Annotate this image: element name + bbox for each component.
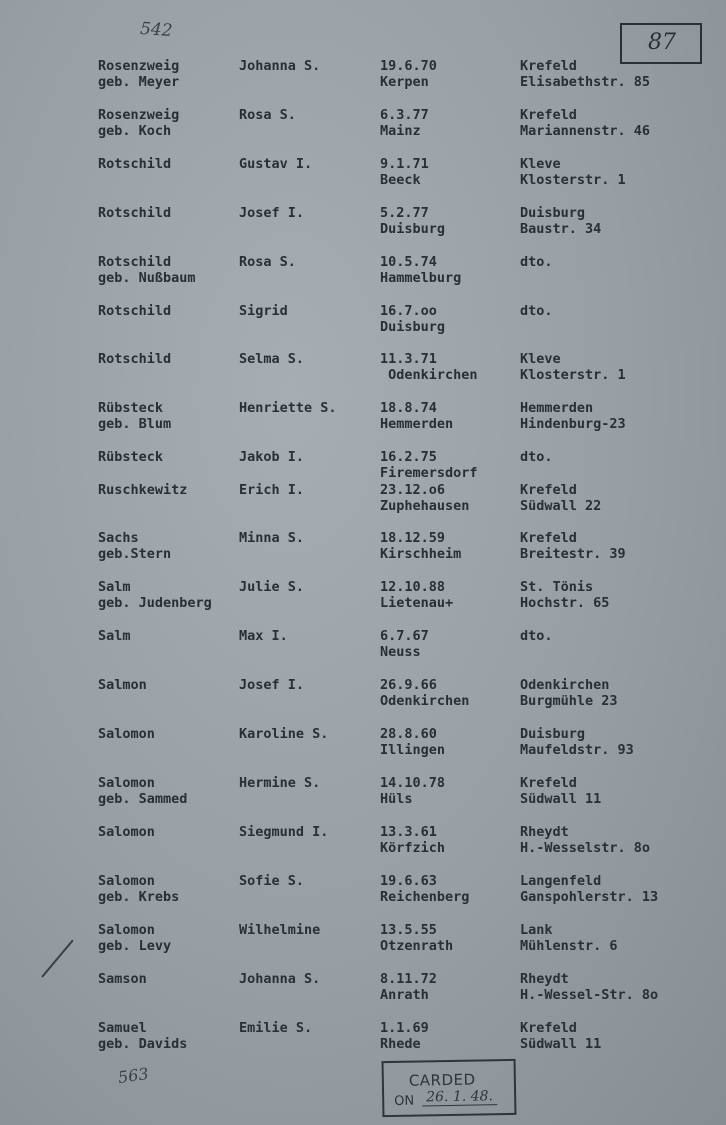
street-text: Südwall 22 <box>520 498 602 514</box>
address-cell <box>520 677 618 709</box>
given-name-cell <box>239 873 304 889</box>
surname-text: Rosenzweig <box>98 107 180 123</box>
address-cell <box>520 254 553 270</box>
city-text: Rheydt <box>520 971 569 987</box>
given-name-cell <box>239 775 320 791</box>
surname2-text: geb. Nußbaum <box>98 270 196 286</box>
surname-text: Salomon <box>98 873 155 889</box>
surname2-text: geb. Judenberg <box>98 595 212 611</box>
address-cell <box>520 205 601 237</box>
surname-text: Salomon <box>98 922 155 938</box>
city-text: Odenkirchen <box>520 677 610 693</box>
surname-cell <box>98 824 155 840</box>
dob-text: 19.6.63 <box>380 873 437 889</box>
surname-text: Salm <box>98 579 131 595</box>
given-name-cell <box>239 530 304 546</box>
given-name-cell <box>239 400 337 416</box>
birthplace-text: Rhede <box>380 1036 421 1052</box>
street-text: Klosterstr. 1 <box>520 172 626 188</box>
surname-text: Salomon <box>98 824 155 840</box>
dob-text: 13.5.55 <box>380 922 437 938</box>
given-text: Siegmund I. <box>239 824 329 840</box>
given-name-cell <box>239 1020 312 1036</box>
surname-text: Rotschild <box>98 156 172 172</box>
list-item <box>0 775 726 815</box>
street-text: Maufeldstr. 93 <box>520 742 634 758</box>
street-text: Ganspohlerstr. 13 <box>520 889 659 905</box>
list-item <box>0 922 726 962</box>
surname2-text: geb. Sammed <box>98 791 188 807</box>
dob-text: 16.2.75 <box>380 449 437 465</box>
birth-cell <box>380 726 445 758</box>
city-text: Krefeld <box>520 58 577 74</box>
given-name-cell <box>239 58 320 74</box>
given-text: Julie S. <box>239 579 305 595</box>
birthplace-text: Hüls <box>380 791 413 807</box>
dob-text: 14.10.78 <box>380 775 446 791</box>
given-name-cell <box>239 628 288 644</box>
street-text: Elisabethstr. 85 <box>520 74 651 90</box>
birth-cell <box>380 530 461 562</box>
address-cell <box>520 1020 601 1052</box>
surname-text: Salomon <box>98 775 155 791</box>
city-text: Kleve <box>520 351 561 367</box>
birth-cell <box>380 254 461 286</box>
address-cell <box>520 775 601 807</box>
surname-text: Salmon <box>98 677 147 693</box>
given-text: Wilhelmine <box>239 922 321 938</box>
list-item <box>0 628 726 668</box>
dob-text: 23.12.o6 <box>380 482 446 498</box>
given-name-cell <box>239 303 288 319</box>
birth-cell <box>380 58 437 90</box>
dob-text: 18.8.74 <box>380 400 437 416</box>
list-item <box>0 530 726 570</box>
given-name-cell <box>239 156 312 172</box>
address-cell <box>520 156 626 188</box>
given-text: Josef I. <box>239 677 305 693</box>
address-cell <box>520 628 553 644</box>
birthplace-text: Hemmerden <box>380 416 454 432</box>
birth-cell <box>380 107 429 139</box>
surname-text: Rosenzweig <box>98 58 180 74</box>
city-text: St. Tönis <box>520 579 594 595</box>
given-text: Max I. <box>239 628 288 644</box>
street-text: Südwall 11 <box>520 1036 602 1052</box>
surname-cell <box>98 1020 187 1052</box>
street-text: Klosterstr. 1 <box>520 367 626 383</box>
birth-cell <box>380 156 429 188</box>
address-cell <box>520 303 553 319</box>
given-text: Sofie S. <box>239 873 305 889</box>
birthplace-text: Reichenberg <box>380 889 470 905</box>
address-cell <box>520 351 626 383</box>
surname-text: Rotschild <box>98 254 172 270</box>
dob-text: 8.11.72 <box>380 971 437 987</box>
city-text: Kleve <box>520 156 561 172</box>
city-text: Krefeld <box>520 775 577 791</box>
surname-cell <box>98 873 179 905</box>
list-item <box>0 400 726 440</box>
city-text: Krefeld <box>520 107 577 123</box>
given-name-cell <box>239 482 304 498</box>
given-name-cell <box>239 824 328 840</box>
birth-cell <box>380 971 437 1003</box>
birth-cell <box>380 482 469 514</box>
dob-text: 12.10.88 <box>380 579 446 595</box>
city-text: Krefeld <box>520 530 577 546</box>
birth-cell <box>380 205 445 237</box>
birthplace-text: Odenkirchen <box>380 693 470 709</box>
address-cell <box>520 449 553 465</box>
given-name-cell <box>239 351 304 367</box>
dob-text: 19.6.70 <box>380 58 437 74</box>
birthplace-text: Zuphehausen <box>380 498 470 514</box>
dob-text: 28.8.60 <box>380 726 437 742</box>
surname-cell <box>98 205 171 221</box>
birthplace-text: Körfzich <box>380 840 446 856</box>
birthplace-text: Mainz <box>380 123 421 139</box>
city-text: Langenfeld <box>520 873 602 889</box>
birth-cell <box>380 351 478 383</box>
given-text: Selma S. <box>239 351 305 367</box>
surname-text: Rotschild <box>98 205 172 221</box>
address-cell <box>520 971 658 1003</box>
birth-cell <box>380 922 453 954</box>
dob-text: 18.12.59 <box>380 530 446 546</box>
surname-text: Salm <box>98 628 131 644</box>
birthplace-text: Firemersdorf <box>380 465 478 481</box>
dob-text: 10.5.74 <box>380 254 437 270</box>
city-text: Hemmerden <box>520 400 594 416</box>
birth-cell <box>380 303 445 335</box>
list-item <box>0 205 726 245</box>
city-text: dto. <box>520 449 553 465</box>
surname-text: Rotschild <box>98 351 172 367</box>
dob-text: 13.3.61 <box>380 824 437 840</box>
surname-cell <box>98 726 155 742</box>
given-text: Karoline S. <box>239 726 329 742</box>
birth-cell <box>380 400 453 432</box>
list-item <box>0 726 726 766</box>
given-name-cell <box>239 726 328 742</box>
given-name-cell <box>239 254 296 270</box>
birthplace-text: Anrath <box>380 987 429 1003</box>
city-text: Lank <box>520 922 553 938</box>
carded-stamp <box>382 1059 517 1117</box>
address-cell <box>520 824 650 856</box>
city-text: dto. <box>520 254 553 270</box>
birthplace-text: Duisburg <box>380 221 446 237</box>
street-text: Hindenburg-23 <box>520 416 626 432</box>
birthplace-text: Beeck <box>380 172 421 188</box>
address-cell <box>520 922 618 954</box>
street-text: H.-Wessel-Str. 8o <box>520 987 659 1003</box>
street-text: Breitestr. 39 <box>520 546 626 562</box>
dob-text: 11.3.71 <box>380 351 437 367</box>
birthplace-text: Otzenrath <box>380 938 454 954</box>
address-cell <box>520 107 650 139</box>
address-cell <box>520 579 609 611</box>
address-cell <box>520 726 634 758</box>
street-text: Südwall 11 <box>520 791 602 807</box>
street-text: Mariannenstr. 46 <box>520 123 651 139</box>
surname-cell <box>98 449 163 465</box>
address-cell <box>520 58 650 90</box>
surname-cell <box>98 971 147 987</box>
given-text: Rosa S. <box>239 254 296 270</box>
list-item <box>0 873 726 913</box>
surname-text: Rotschild <box>98 303 172 319</box>
birth-cell <box>380 775 445 807</box>
surname2-text: geb. Krebs <box>98 889 180 905</box>
surname-cell <box>98 303 171 319</box>
city-text: Rheydt <box>520 824 569 840</box>
surname-cell <box>98 677 147 693</box>
given-text: Johanna S. <box>239 58 321 74</box>
city-text: Krefeld <box>520 482 577 498</box>
address-cell <box>520 530 626 562</box>
surname-cell <box>98 351 171 367</box>
surname-text: Samuel <box>98 1020 147 1036</box>
birthplace-text: Odenkirchen <box>380 367 478 383</box>
stamp-prefix: ON <box>394 1093 415 1109</box>
surname-cell <box>98 922 171 954</box>
dob-text: 5.2.77 <box>380 205 429 221</box>
list-item <box>0 824 726 864</box>
birthplace-text: Lietenau+ <box>380 595 454 611</box>
birthplace-text: Kerpen <box>380 74 429 90</box>
birthplace-text: Kirschheim <box>380 546 462 562</box>
dob-text: 16.7.oo <box>380 303 437 319</box>
given-name-cell <box>239 579 304 595</box>
street-text: Baustr. 34 <box>520 221 602 237</box>
given-text: Josef I. <box>239 205 305 221</box>
given-name-cell <box>239 107 296 123</box>
list-item <box>0 303 726 343</box>
dob-text: 26.9.66 <box>380 677 437 693</box>
dob-text: 6.7.67 <box>380 628 429 644</box>
surname-cell <box>98 254 196 286</box>
list-item <box>0 254 726 294</box>
given-text: Sigrid <box>239 303 288 319</box>
list-item <box>0 579 726 619</box>
surname-cell <box>98 156 171 172</box>
list-item <box>0 107 726 147</box>
surname-text: Salomon <box>98 726 155 742</box>
given-text: Henriette S. <box>239 400 337 416</box>
list-item <box>0 58 726 98</box>
page-number: 87 <box>648 30 676 55</box>
city-text: Krefeld <box>520 1020 577 1036</box>
given-text: Gustav I. <box>239 156 313 172</box>
given-name-cell <box>239 971 320 987</box>
city-text: dto. <box>520 628 553 644</box>
list-item <box>0 971 726 1011</box>
surname-cell <box>98 628 131 644</box>
street-text: H.-Wesselstr. 8o <box>520 840 651 856</box>
birth-cell <box>380 1020 429 1052</box>
surname2-text: geb. Koch <box>98 123 172 139</box>
surname-text: Sachs <box>98 530 139 546</box>
dob-text: 9.1.71 <box>380 156 429 172</box>
address-cell <box>520 400 626 432</box>
surname-cell <box>98 107 179 139</box>
birth-cell <box>380 873 469 905</box>
city-text: dto. <box>520 303 553 319</box>
surname2-text: geb. Blum <box>98 416 172 432</box>
birth-cell <box>380 824 445 856</box>
surname-cell <box>98 579 212 611</box>
given-text: Johanna S. <box>239 971 321 987</box>
birthplace-text: Duisburg <box>380 319 446 335</box>
given-text: Hermine S. <box>239 775 321 791</box>
birthplace-text: Illingen <box>380 742 446 758</box>
given-text: Minna S. <box>239 530 305 546</box>
surname-cell <box>98 400 171 432</box>
birth-cell <box>380 579 453 611</box>
city-text: Duisburg <box>520 726 586 742</box>
list-item <box>0 677 726 717</box>
dob-text: 1.1.69 <box>380 1020 429 1036</box>
handwritten-bottom-number: 563 <box>116 1063 150 1088</box>
stamp-title: CARDED <box>408 1070 476 1090</box>
list-item <box>0 351 726 391</box>
surname-cell <box>98 530 171 562</box>
stamp-date: 26. 1. 48. <box>422 1088 497 1106</box>
given-text: Rosa S. <box>239 107 296 123</box>
surname2-text: geb. Davids <box>98 1036 188 1052</box>
list-item <box>0 1020 726 1060</box>
handwritten-top-number: 542 <box>139 18 174 42</box>
given-text: Erich I. <box>239 482 305 498</box>
birthplace-text: Neuss <box>380 644 421 660</box>
surname-text: Samson <box>98 971 147 987</box>
surname-cell <box>98 775 187 807</box>
list-item <box>0 156 726 196</box>
surname-text: Ruschkewitz <box>98 482 188 498</box>
surname-text: Rübsteck <box>98 400 164 416</box>
given-name-cell <box>239 449 304 465</box>
given-text: Jakob I. <box>239 449 305 465</box>
given-name-cell <box>239 922 320 938</box>
surname2-text: geb. Levy <box>98 938 172 954</box>
surname-text: Rübsteck <box>98 449 164 465</box>
given-text: Emilie S. <box>239 1020 313 1036</box>
birthplace-text: Hammelburg <box>380 270 462 286</box>
given-name-cell <box>239 677 304 693</box>
list-item <box>0 482 726 522</box>
dob-text: 6.3.77 <box>380 107 429 123</box>
street-text: Burgmühle 23 <box>520 693 618 709</box>
given-name-cell <box>239 205 304 221</box>
address-cell <box>520 873 658 905</box>
birth-cell <box>380 628 429 660</box>
street-text: Hochstr. 65 <box>520 595 610 611</box>
address-cell <box>520 482 601 514</box>
surname2-text: geb.Stern <box>98 546 172 562</box>
surname-cell <box>98 58 179 90</box>
street-text: Mühlenstr. 6 <box>520 938 618 954</box>
birth-cell <box>380 449 478 481</box>
birth-cell <box>380 677 469 709</box>
city-text: Duisburg <box>520 205 586 221</box>
surname-cell <box>98 482 187 498</box>
surname2-text: geb. Meyer <box>98 74 180 90</box>
